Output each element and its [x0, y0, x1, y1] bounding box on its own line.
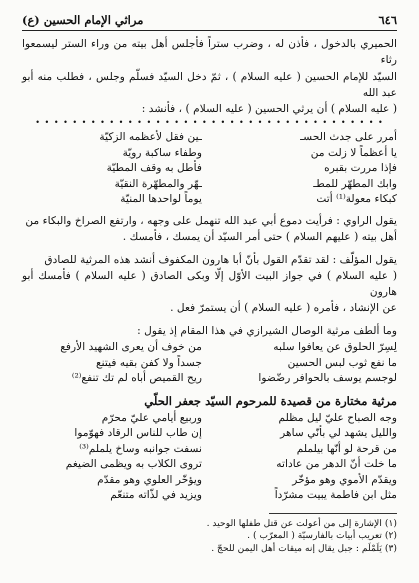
second-hemistich: جسداً ولا كفن بقيه فيتنع [95, 355, 202, 369]
poem-2 [22, 339, 397, 386]
second-hemistich: يوماً لواحدها المنيّة [120, 192, 202, 206]
paragraph-line: أهل بيته ( عليهم السلام ) حتى أمر السيّد أن يمسك ، فأمسك . [122, 230, 397, 244]
verse-line [22, 339, 397, 355]
spacer [22, 386, 397, 392]
first-hemistich: وجه الصباح عليّ ليل مظلم [278, 410, 397, 424]
intro-line: الحميري بالدخول ، فأذن له ، وضرب ستراً فأجلس أهل بيته من وراء الستر ليسمعوا رثاء [22, 37, 397, 67]
verse-line [22, 370, 397, 386]
poem-1 [22, 129, 397, 207]
verse-line [22, 425, 397, 441]
second-hemistich: ويزيد في لذّاته متنعّم [110, 488, 202, 502]
paragraph-line: وما ألطف مرثية الوصال الشيرازي في هذا المقام إذ يقول : [137, 323, 397, 337]
verse-line [22, 160, 397, 176]
verse-line [22, 487, 397, 503]
footnote-rule [269, 513, 397, 514]
first-hemistich: من قرحة لو أنّها بيلملم [296, 441, 397, 455]
verse-line [22, 456, 397, 472]
first-hemistich: فإذا مررت بقبره [324, 161, 397, 175]
first-hemistich: لوجسم يوسف بالحوافر رضّضوا [258, 371, 397, 385]
first-hemistich: ما نفع ثوب لبس الحسين [287, 355, 397, 369]
paragraph-line: عن الإنشاد ، فأمره ( عليه السلام ) أن يستمرّ فعل . [170, 301, 397, 315]
second-hemistich: تروى الكلاب به ويظمى الضيغم [65, 457, 202, 471]
first-hemistich: أمرر على جدث الحسـ [300, 130, 397, 144]
verse-line [22, 472, 397, 488]
paragraph-line: ( عليه السلام ) في جواز البيت الأوّل إلّا وبكى الصادق ( عليه السلام ) فأمسك أبو هارون [22, 268, 397, 299]
poem-3 [22, 410, 397, 503]
page-number: ٦٤٦ [378, 13, 397, 27]
verse-line [22, 176, 397, 192]
intro-line: ( عليه السلام ) أن يرثي الحسين ( عليه السلام ) ، فأنشد : [141, 102, 397, 116]
paragraph-line: يقول الراوي : فرأيت دموع أبي عبد الله تنهمل على وجهه ، وارتفع الصراخ والبكاء من [25, 213, 397, 227]
second-hemistich: فأطل به وقف المطيّة [106, 161, 202, 175]
second-hemistich: من خوف أن يعرى الشهيد الأرفع [60, 340, 202, 354]
second-hemistich: نسفت جوانبه وساخ يلملم⁽³⁾ [79, 441, 202, 455]
first-hemistich: كبكاء معولة⁽¹⁾ أتت [316, 192, 397, 206]
page-body [22, 36, 397, 555]
verse-line [22, 191, 397, 207]
verse-line [22, 441, 397, 457]
first-hemistich: يا أعظماً لا زلت من [310, 145, 397, 159]
first-hemistich: ويقدّم الأموي وهو مؤخّر [292, 472, 397, 486]
separator-dots: • • • • • • • • • • • • • • • • • • • • • • • • • • • • • • • • • • • • • • [35, 118, 384, 128]
section-heading: مرثية مختارة من قصيدة للمرحوم السيّد جعفر الحلّي [144, 393, 397, 408]
second-hemistich: ويؤخّر العلوي وهو مقدّم [97, 472, 202, 486]
footnote: (٢) تعريب أبيات بالفارسيّة ( المعرّب ) . [247, 530, 397, 542]
verse-line [22, 410, 397, 426]
second-hemistich: ـين فقل لأعظمه الزكيّة [99, 130, 202, 144]
first-hemistich: وابك المطهّر للمطـ [313, 176, 397, 190]
first-hemistich: والليل يشهد لي بأنّي ساهر [280, 426, 397, 440]
header-rule [22, 30, 397, 31]
first-hemistich: ما خلت أنّ الدهر من عاداته [276, 457, 397, 471]
book-title: مراثي الإمام الحسين (ع) [22, 13, 144, 27]
verse-line [22, 355, 397, 371]
footnote: (١) الإشارة إلى من أعولت عن قتل طفلها الوحيد . [206, 517, 397, 529]
verse-line [22, 145, 397, 161]
second-hemistich: إن طاب للناس الرقاد فهوّموا [74, 426, 202, 440]
second-hemistich: وطفاء ساكبة رويّة [122, 145, 202, 159]
second-hemistich: ريح القميص أباه لم تك تنفع⁽²⁾ [71, 371, 202, 385]
footnotes [22, 518, 397, 556]
first-hemistich: لِسِرّ الحلوق عن يعافوا سلبه [273, 340, 397, 354]
second-hemistich: وربيع أيامي عليّ محرّم [101, 410, 202, 424]
paragraph-line: يقول المؤلّف : لقد تقدّم القول بأنّ أبا هارون المكفوف أنشد هذه المرثية للصادق [44, 252, 397, 266]
second-hemistich: ـهّر والمطهّرة النقيّة [114, 176, 202, 190]
footnote: (٣) يَلَمْلَم : جبل يقال إنه ميقات أهل اليمن للحجّ . [211, 542, 397, 554]
running-header [22, 10, 397, 27]
intro-line: السيّد للإمام الحسين ( عليه السلام ) ، ثمّ دخل السيّد فسلّم وجلس ، فطلب منه أبو عبد الله [22, 69, 397, 99]
first-hemistich: مثل ابن فاطمة يبيت مشرّداً [274, 488, 397, 502]
verse-line [22, 129, 397, 145]
